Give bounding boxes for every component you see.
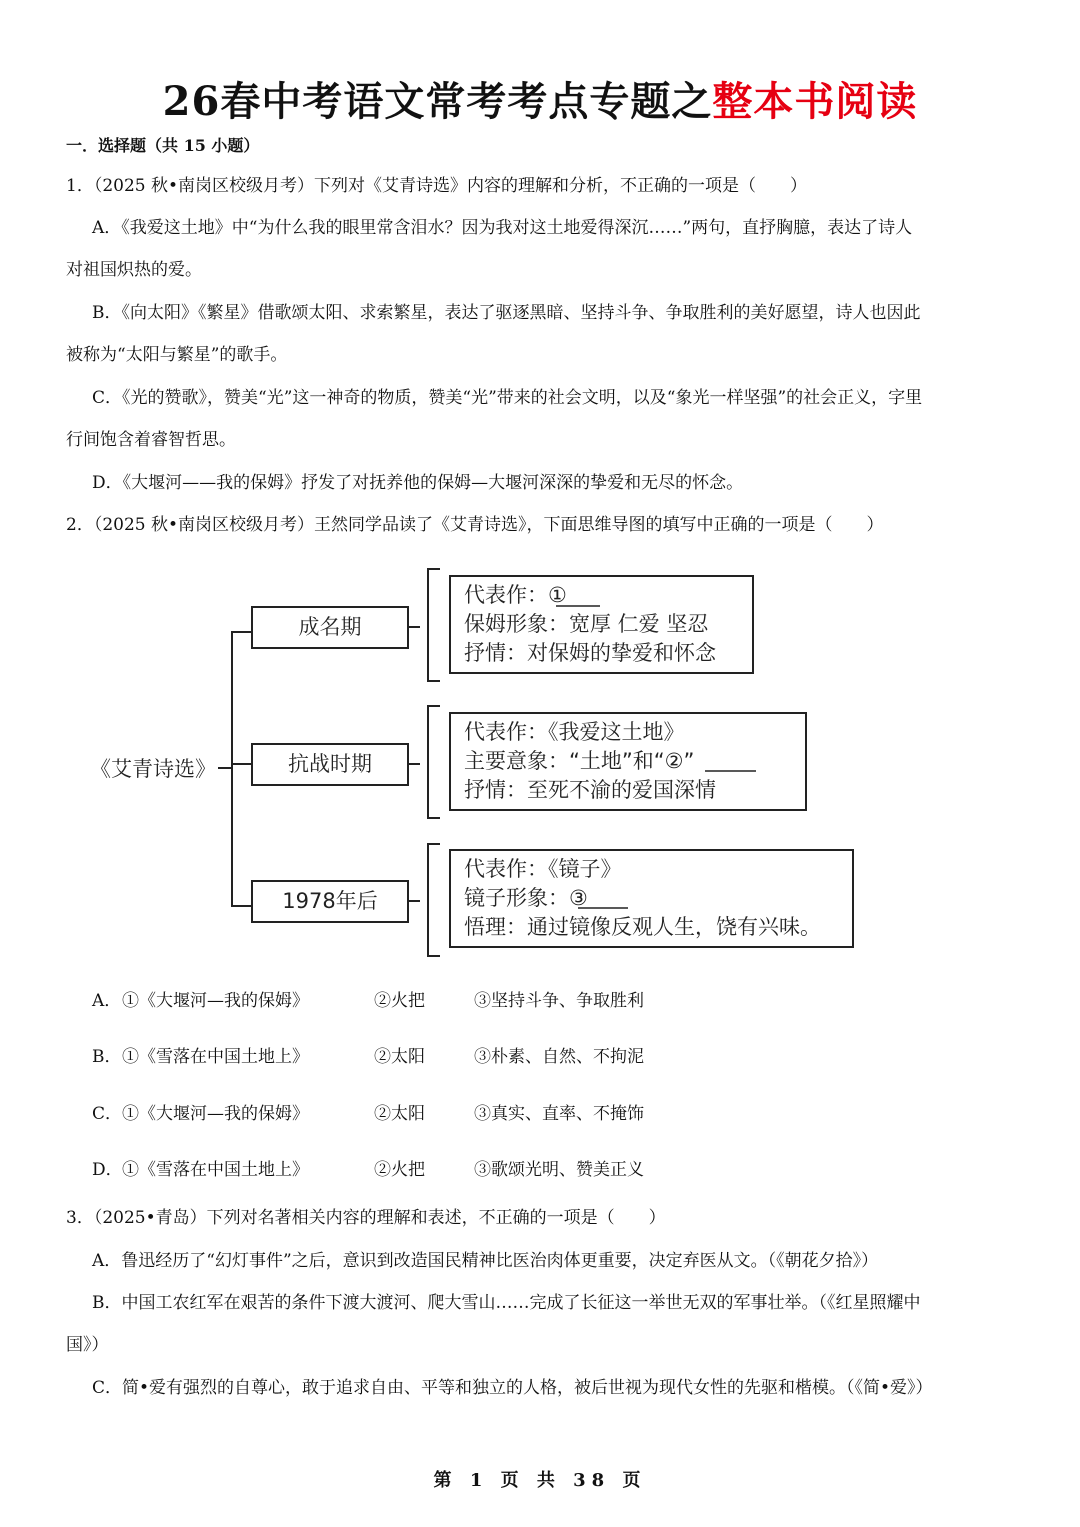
- option-part-3: ③坚持斗争、争取胜利: [474, 991, 644, 1011]
- q3-option-a: A．鲁迅经历了“幻灯事件”之后，意识到改造国民精神比医治肉体更重要，决定弃医从文。（《朝花夕拾》）: [92, 1251, 879, 1271]
- q1-option-c-cont: 行间饱含着睿智哲思。: [66, 430, 236, 450]
- option-letter: B．: [92, 1047, 122, 1067]
- page-number: 第 1 页 共 38 页: [433, 1470, 647, 1491]
- option-part-2: ②火把: [374, 991, 425, 1011]
- q1-option-d: D．《大堰河——我的保姆》抒发了对抚养他的保姆—大堰河深深的挚爱和无尽的怀念。: [92, 473, 744, 493]
- option-letter: C．: [92, 1104, 123, 1124]
- mindmap-box1-line2: 保姆形象：宽厚 仁爱 坚忍: [464, 612, 709, 636]
- mindmap-period-3: 1978年后: [282, 889, 378, 913]
- q3-stem: 3．（2025•青岛）下列对名著相关内容的理解和表述，不正确的一项是（ ）: [66, 1208, 666, 1228]
- q1-option-a-cont: 对祖国炽热的爱。: [66, 260, 202, 280]
- q1-option-b: B．《向太阳》《繁星》借歌颂太阳、求索繁星，表达了驱逐黑暗、坚持斗争、争取胜利的美好愿望，诗人也因此: [92, 303, 921, 323]
- mindmap-box3-line3: 悟理：通过镜像反观人生，饶有兴味。: [464, 915, 821, 939]
- option-part-2: ②火把: [374, 1160, 425, 1180]
- option-part-3: ③朴素、自然、不拘泥: [474, 1047, 644, 1067]
- option-part-1: ①《雪落在中国土地上》: [122, 1160, 309, 1180]
- q2-option-a: [92, 989, 644, 1013]
- option-part-2: ②太阳: [374, 1104, 425, 1124]
- option-letter: D．: [92, 1160, 123, 1180]
- q2-option-d: [92, 1158, 644, 1182]
- q1-stem: 1．（2025 秋•南岗区校级月考）下列对《艾青诗选》内容的理解和分析，不正确的一项是（ ）: [66, 176, 808, 196]
- option-part-2: ②太阳: [374, 1047, 425, 1067]
- mindmap-period-1: 成名期: [298, 615, 362, 639]
- mindmap-period-2: 抗战时期: [288, 752, 372, 776]
- option-part-3: ③歌颂光明、赞美正义: [474, 1160, 644, 1180]
- q2-stem: 2．（2025 秋•南岗区校级月考）王然同学品读了《艾青诗选》，下面思维导图的填写中正确的一项是（ ）: [66, 515, 884, 535]
- option-part-3: ③真实、直率、不掩饰: [474, 1104, 644, 1124]
- q3-option-b: B．中国工农红军在艰苦的条件下渡大渡河、爬大雪山……完成了长征这一举世无双的军事壮举。（《红星照耀中: [92, 1293, 921, 1313]
- option-part-1: ①《大堰河—我的保姆》: [122, 1104, 309, 1124]
- title-main: 26春中考语文常考考点专题之: [162, 78, 713, 125]
- q3-option-c: C．简•爱有强烈的自尊心，敢于追求自由、平等和独立的人格，被后世视为现代女性的先驱和楷模。（《简•爱》）: [92, 1378, 933, 1398]
- option-part-1: ①《雪落在中国土地上》: [122, 1047, 309, 1067]
- mindmap-box2-line3: 抒情：至死不渝的爱国深情: [464, 778, 716, 802]
- option-letter: A．: [92, 991, 122, 1011]
- q3-option-b-cont: 国》）: [66, 1335, 109, 1355]
- mindmap-box3-line1: 代表作：《镜子》: [464, 857, 622, 881]
- q2-option-b: [92, 1045, 644, 1069]
- q1-option-a: A．《我爱这土地》中“为什么我的眼里常含泪水？因为我对这土地爱得深沉……”两句，直抒胸臆，表达了诗人: [92, 218, 913, 238]
- q2-option-c: [92, 1102, 644, 1126]
- mindmap-box1-line1: 代表作：①: [464, 583, 567, 607]
- mindmap-box1-line3: 抒情：对保姆的挚爱和怀念: [464, 641, 716, 665]
- mindmap-box2-line1: 代表作：《我爱这土地》: [464, 720, 685, 744]
- q1-option-b-cont: 被称为“太阳与繁星”的歌手。: [66, 345, 288, 365]
- q1-option-c: C．《光的赞歌》，赞美“光”这一神奇的物质，赞美“光”带来的社会文明，以及“象光一样坚强”的社会正义，字里: [92, 388, 923, 408]
- section-heading: 一．选择题（共 15 小题）: [66, 136, 260, 155]
- title-highlight: 整本书阅读: [712, 78, 918, 125]
- mindmap-root: 《艾青诗选》: [90, 757, 216, 781]
- mindmap-box2-line2: 主要意象：“土地”和“②”: [464, 749, 695, 773]
- mindmap-box3-line2: 镜子形象：③: [464, 886, 588, 910]
- option-part-1: ①《大堰河—我的保姆》: [122, 991, 309, 1011]
